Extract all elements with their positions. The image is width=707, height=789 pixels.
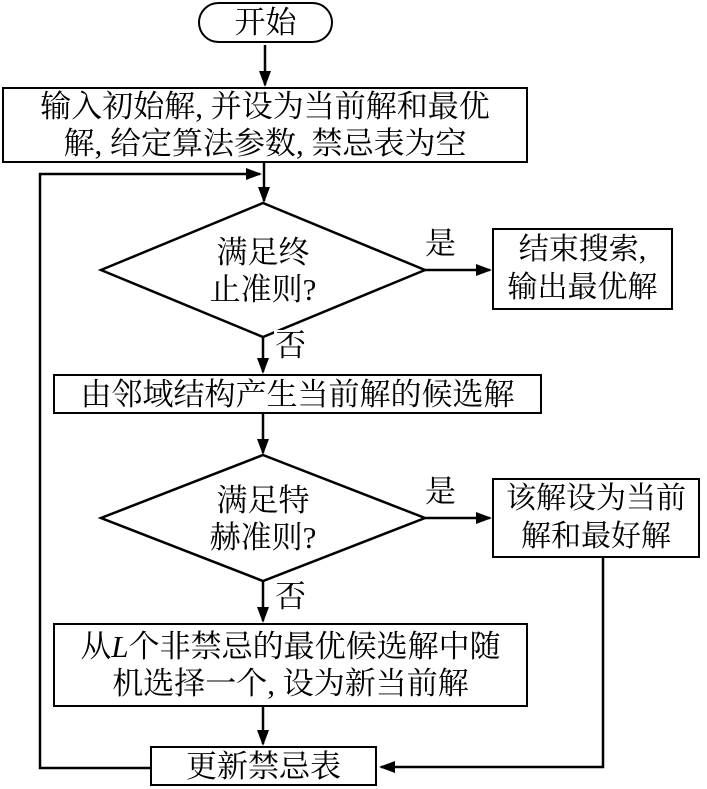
accept-line2: 解和最好解	[521, 520, 671, 553]
init-line1: 输入初始解, 并设为当前解和最优	[40, 89, 490, 124]
decision-termination-line2: 止准则?	[209, 272, 317, 307]
update-tabu-label: 更新禁忌表	[186, 748, 341, 784]
end-line2: 输出最优解	[507, 271, 658, 304]
start-node	[198, 2, 333, 43]
decision-aspiration-line2: 赫准则?	[209, 520, 317, 555]
select-line1-variable: L	[111, 629, 129, 664]
update-tabu-node	[150, 746, 377, 786]
neighborhood-label: 由邻域结构产生当前解的候选解	[80, 376, 515, 412]
neighborhood-process-node	[53, 374, 542, 414]
decision-aspiration-text	[163, 482, 363, 556]
accept-node	[492, 478, 700, 558]
start-label: 开始	[234, 5, 297, 40]
select-process-node	[53, 623, 528, 707]
select-line1-post: 个非禁忌的最优候选解中随	[128, 629, 501, 664]
decision-termination-text	[163, 234, 363, 308]
init-process-node	[2, 87, 528, 163]
branch-label-no-2: 否	[275, 579, 306, 614]
branch-label-no-1: 否	[275, 328, 306, 363]
select-line1	[80, 628, 500, 665]
select-line2: 机选择一个, 设为新当前解	[112, 666, 469, 701]
decision-aspiration-line1: 满足特	[216, 483, 310, 518]
end-line1: 结束搜索,	[518, 233, 647, 266]
accept-line1: 该解设为当前	[506, 482, 686, 515]
branch-label-yes-1: 是	[425, 226, 456, 261]
branch-label-yes-2: 是	[425, 474, 456, 509]
select-line1-pre: 从	[80, 629, 112, 664]
end-node	[492, 228, 673, 310]
decision-termination-line1: 满足终	[216, 235, 310, 270]
init-line2: 解, 给定算法参数, 禁忌表为空	[63, 126, 467, 161]
